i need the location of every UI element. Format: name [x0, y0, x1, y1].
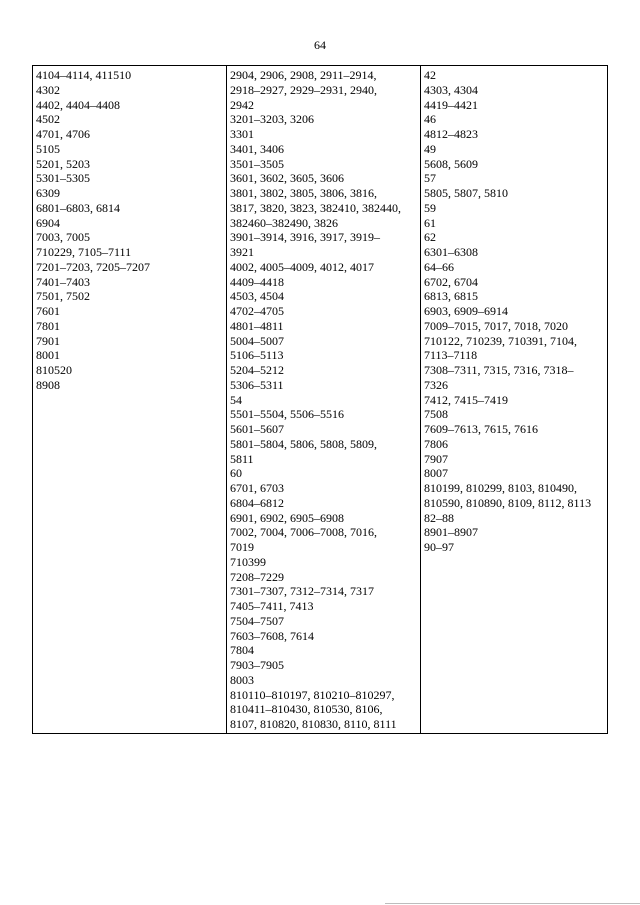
- code-entry: 8001: [36, 348, 60, 363]
- code-entry: 810590, 810890, 8109, 8112, 8113: [424, 495, 592, 510]
- code-entry: 3801, 3802, 3805, 3806, 3816,: [230, 186, 377, 200]
- code-entry: 2918–2927, 2929–2931, 2940,: [230, 82, 377, 97]
- code-entry: 4503, 4504: [230, 289, 284, 304]
- code-entry: 5601–5607: [230, 422, 284, 436]
- code-entry: 810199, 810299, 8103, 810490,: [424, 481, 577, 495]
- code-entry: 5608, 5609: [424, 156, 478, 171]
- code-entry: 5201, 5203: [36, 156, 90, 171]
- code-entry: 7603–7608, 7614: [230, 628, 314, 643]
- code-entry: 5501–5504, 5506–5516: [230, 407, 344, 422]
- code-entry: 7504–7507: [230, 613, 284, 628]
- code-entry: 62: [424, 230, 436, 245]
- code-entry: 42: [424, 68, 436, 82]
- code-entry: 7009–7015, 7017, 7018, 7020: [424, 318, 568, 333]
- code-entry: 7208–7229: [230, 569, 284, 584]
- code-entry: 3921: [230, 245, 254, 259]
- code-entry: 6702, 6704: [424, 274, 478, 289]
- code-entry: 5106–5113: [230, 348, 284, 363]
- code-entry: 8107, 810820, 810830, 8110, 8111: [230, 717, 397, 731]
- code-entry: 7002, 7004, 7006–7008, 7016,: [230, 525, 377, 540]
- code-entry: 3501–3505: [230, 156, 284, 171]
- code-entry: 3901–3914, 3916, 3917, 3919–: [230, 230, 380, 245]
- code-entry: 4419–4421: [424, 97, 478, 112]
- code-entry: 8901–8907: [424, 525, 478, 540]
- code-entry: 7019: [230, 540, 254, 554]
- code-entry: 82–88: [424, 510, 454, 525]
- code-entry: 7501, 7502: [36, 289, 90, 304]
- code-entry: 7508: [424, 407, 448, 422]
- code-entry: 3201–3203, 3206: [230, 112, 314, 127]
- code-entry: 4502: [36, 112, 60, 127]
- code-entry: 3601, 3602, 3605, 3606: [230, 171, 344, 186]
- code-entry: 4812–4823: [424, 127, 478, 141]
- code-entry: 90–97: [424, 540, 454, 554]
- code-entry: 6901, 6902, 6905–6908: [230, 510, 344, 525]
- code-entry: 6701, 6703: [230, 481, 284, 495]
- code-entry: 7806: [424, 436, 448, 451]
- codes-table: [32, 65, 608, 734]
- code-entry: 7609–7613, 7615, 7616: [424, 422, 538, 436]
- code-entry: 8007: [424, 466, 448, 481]
- code-entry: 7113–7118: [424, 348, 478, 363]
- code-entry: 3301: [230, 127, 254, 141]
- code-entry: 4702–4705: [230, 304, 284, 318]
- code-entry: 4104–4114, 411510: [36, 68, 132, 82]
- code-entry: 5204–5212: [230, 363, 284, 377]
- code-entry: 7412, 7415–7419: [424, 392, 508, 407]
- codes-column-1: [33, 66, 227, 733]
- code-entry: 8908: [36, 377, 60, 392]
- code-entry: 57: [424, 171, 436, 186]
- code-entry: 7903–7905: [230, 658, 284, 672]
- code-entry: 3817, 3820, 3823, 382410, 382440,: [230, 200, 401, 215]
- code-entry: 7601: [36, 304, 60, 318]
- code-entry: 710229, 7105–7111: [36, 245, 132, 259]
- code-entry: 5306–5311: [230, 377, 284, 392]
- code-entry: 49: [424, 141, 436, 156]
- code-entry: 7201–7203, 7205–7207: [36, 259, 150, 274]
- code-entry: 810411–810430, 810530, 8106,: [230, 702, 383, 717]
- code-entry: 61: [424, 215, 436, 230]
- code-entry: 59: [424, 200, 436, 215]
- code-entry: 8003: [230, 672, 254, 687]
- code-entry: 4303, 4304: [424, 82, 478, 97]
- code-entry: 6903, 6909–6914: [424, 304, 508, 318]
- code-entry: 7804: [230, 643, 254, 658]
- code-entry: 7901: [36, 333, 60, 348]
- code-entry: 4409–4418: [230, 274, 284, 289]
- bottom-edge-rule: [385, 903, 640, 904]
- code-entry: 4402, 4404–4408: [36, 97, 120, 112]
- code-entry: 7401–7403: [36, 274, 90, 289]
- code-entry: 382460–382490, 3826: [230, 215, 338, 230]
- code-entry: 810520: [36, 363, 72, 377]
- code-entry: 5801–5804, 5806, 5808, 5809,: [230, 436, 377, 451]
- code-entry: 4801–4811: [230, 318, 284, 333]
- code-entry: 7326: [424, 377, 448, 392]
- code-entry: 7301–7307, 7312–7314, 7317: [230, 584, 374, 599]
- code-entry: 4002, 4005–4009, 4012, 4017: [230, 259, 374, 274]
- codes-column-2: [227, 66, 421, 733]
- code-entry: 60: [230, 466, 242, 481]
- code-entry: 6804–6812: [230, 495, 284, 510]
- codes-column-3: [421, 66, 607, 733]
- code-entry: 7003, 7005: [36, 230, 90, 245]
- code-entry: 6301–6308: [424, 245, 478, 259]
- page-number: 64: [314, 38, 326, 52]
- code-entry: 6904: [36, 215, 60, 230]
- code-entry: 5004–5007: [230, 333, 284, 348]
- code-entry: 5301–5305: [36, 171, 90, 186]
- code-entry: 6813, 6815: [424, 289, 478, 304]
- code-entry: 46: [424, 112, 436, 127]
- code-entry: 6309: [36, 186, 60, 200]
- code-entry: 54: [230, 392, 242, 407]
- code-entry: 710122, 710239, 710391, 7104,: [424, 333, 577, 348]
- code-entry: 2904, 2906, 2908, 2911–2914,: [230, 68, 377, 82]
- code-entry: 2942: [230, 97, 254, 112]
- code-entry: 7308–7311, 7315, 7316, 7318–: [424, 363, 574, 377]
- code-entry: 5105: [36, 141, 60, 156]
- code-entry: 710399: [230, 554, 266, 569]
- code-entry: 6801–6803, 6814: [36, 200, 120, 215]
- code-entry: 7801: [36, 318, 60, 333]
- code-entry: 4701, 4706: [36, 127, 90, 141]
- code-entry: 5805, 5807, 5810: [424, 186, 508, 200]
- code-entry: 64–66: [424, 259, 454, 274]
- code-entry: 5811: [230, 451, 254, 466]
- code-entry: 3401, 3406: [230, 141, 284, 156]
- code-entry: 4302: [36, 82, 60, 97]
- code-entry: 7405–7411, 7413: [230, 599, 314, 613]
- code-entry: 7907: [424, 451, 448, 466]
- code-entry: 810110–810197, 810210–810297,: [230, 687, 395, 702]
